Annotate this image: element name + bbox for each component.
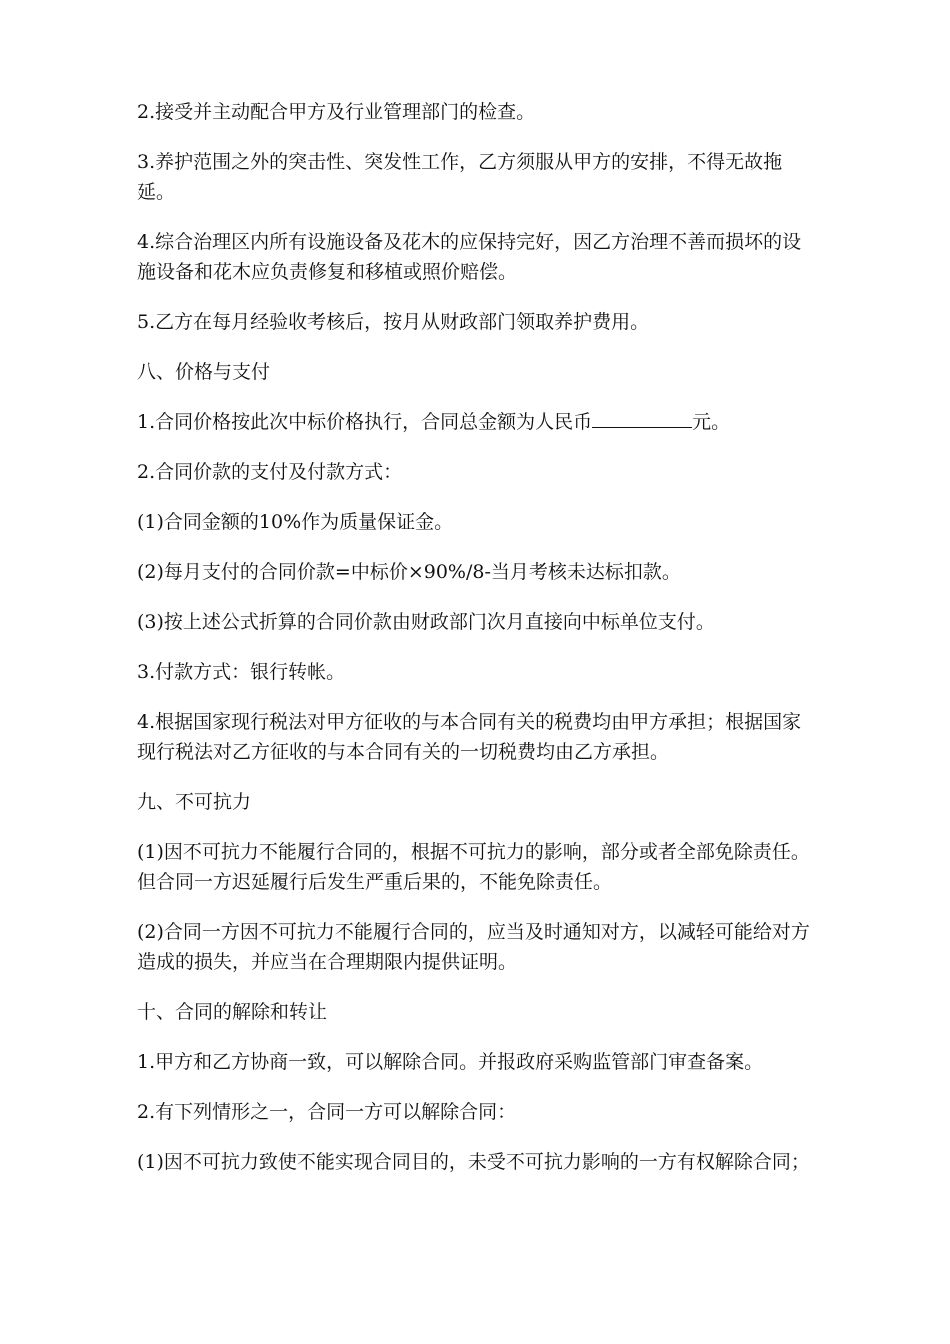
paragraph-payment-method: 2.合同价款的支付及付款方式： <box>137 461 403 483</box>
paragraph-monthly-payment-formula: (2)每月支付的合同价款=中标价×90%/8-当月考核未达标扣款。 <box>137 561 681 583</box>
paragraph-force-majeure-1: (1)因不可抗力不能履行合同的，根据不可抗力的影响，部分或者全部免除责任。但合同一方迟延履行后发生严重后果的，不能免除责任。 <box>137 841 810 893</box>
paragraph-taxes: 4.根据国家现行税法对甲方征收的与本合同有关的税费均由甲方承担；根据国家现行税法对乙方征收的与本合同有关的一切税费均由乙方承担。 <box>137 711 802 763</box>
paragraph-quality-deposit: (1)合同金额的10%作为质量保证金。 <box>137 511 454 533</box>
document-body <box>137 97 817 1197</box>
paragraph-termination-3: (1)因不可抗力致使不能实现合同目的，未受不可抗力影响的一方有权解除合同； <box>137 1151 810 1173</box>
paragraph-force-majeure-2: (2)合同一方因不可抗力不能履行合同的，应当及时通知对方，以减轻可能给对方造成的损失，并应当在合理期限内提供证明。 <box>137 921 810 973</box>
paragraph-contract-price <box>137 407 817 437</box>
paragraph-inspection: 2.接受并主动配合甲方及行业管理部门的检查。 <box>137 101 536 123</box>
paragraph-monthly-fee: 5.乙方在每月经验收考核后，按月从财政部门领取养护费用。 <box>137 311 650 333</box>
section-heading-price-payment: 八、价格与支付 <box>137 361 271 383</box>
paragraph-facility-maintenance: 4.综合治理区内所有设施设备及花木的应保持完好，因乙方治理不善而损坏的设施设备和花木应负责修复和移植或照价赔偿。 <box>137 231 802 283</box>
section-heading-force-majeure: 九、不可抗力 <box>137 791 252 813</box>
paragraph-finance-payment: (3)按上述公式折算的合同价款由财政部门次月直接向中标单位支付。 <box>137 611 715 633</box>
amount-blank <box>592 409 692 428</box>
paragraph-termination-1: 1.甲方和乙方协商一致，可以解除合同。并报政府采购监管部门审查备案。 <box>137 1051 764 1073</box>
contract-price-prefix: 1.合同价格按此次中标价格执行，合同总金额为人民币 <box>137 411 593 433</box>
paragraph-bank-transfer: 3.付款方式：银行转帐。 <box>137 661 346 683</box>
paragraph-emergency-work: 3.养护范围之外的突击性、突发性工作，乙方须服从甲方的安排，不得无故拖延。 <box>137 151 783 203</box>
contract-price-suffix: 元。 <box>692 411 731 433</box>
paragraph-termination-2: 2.有下列情形之一，合同一方可以解除合同： <box>137 1101 517 1123</box>
section-heading-termination: 十、合同的解除和转让 <box>137 1001 328 1023</box>
